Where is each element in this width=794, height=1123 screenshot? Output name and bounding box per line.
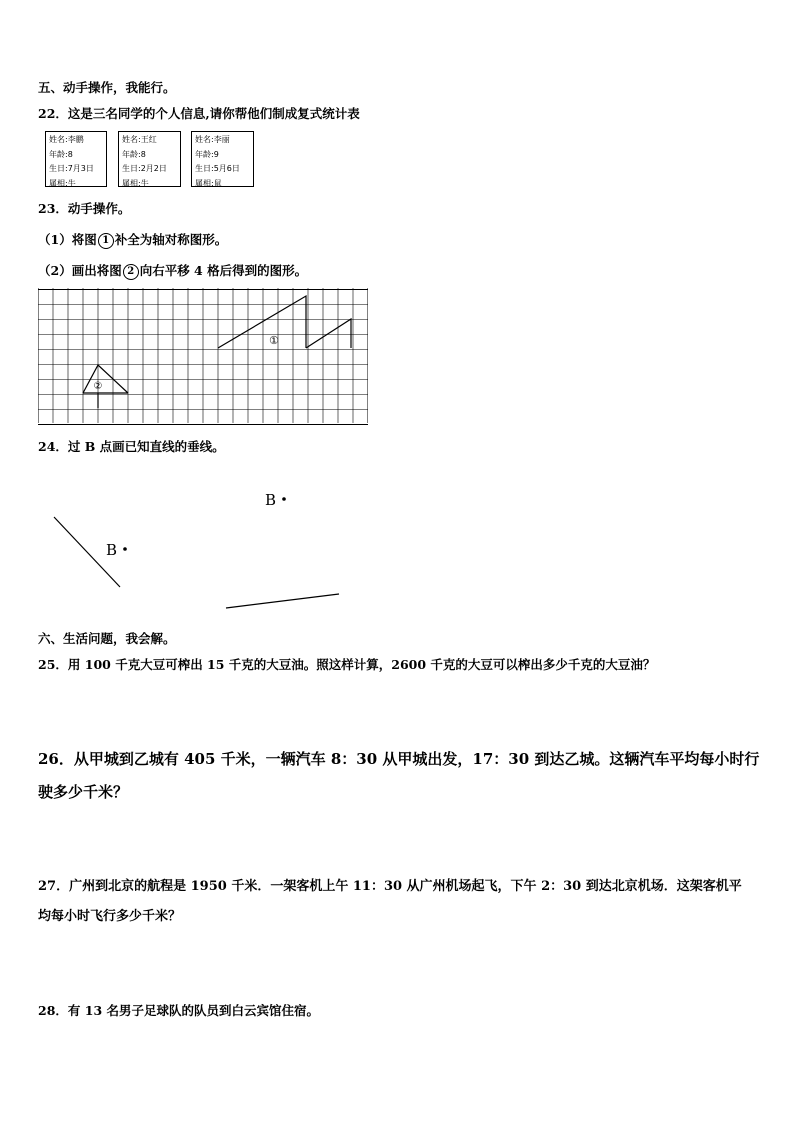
question-23-title: 23．动手操作。 [38, 201, 131, 216]
part-1-suffix: 补全为轴对称图形。 [114, 232, 228, 247]
card-name: 姓名:王红 [122, 135, 157, 144]
given-line-bottom [226, 594, 339, 608]
card-age: 年龄:9 [195, 149, 219, 159]
perpendicular-figure [0, 470, 794, 620]
figure-1-label: ① [269, 334, 279, 347]
question-28-text: 28．有 13 名男子足球队的队员到白云宾馆住宿。 [38, 1003, 319, 1018]
card-name: 姓名:李丽 [195, 135, 230, 144]
figure-1-small-triangle [306, 319, 351, 348]
part-1-prefix: （1）将图 [38, 232, 97, 247]
question-27-line-1: 27．广州到北京的航程是 1950 千米．一架客机上午 11：30 从广州机场起飞，下午 2：30 到达北京机场．这架客机平 [38, 879, 742, 894]
point-b-dot-top [282, 497, 286, 501]
card-zodiac: 属相:牛 [122, 178, 149, 188]
card-zodiac: 属相:鼠 [195, 178, 222, 188]
card-zodiac: 属相:牛 [49, 178, 76, 188]
figure-1-marker: 1 [98, 233, 114, 249]
info-card-1 [45, 131, 107, 187]
point-b-label-left: B [106, 541, 118, 559]
card-age: 年龄:8 [122, 149, 146, 159]
card-birthday: 生日:2月2日 [122, 164, 167, 173]
question-26-line-1: 26．从甲城到乙城有 405 千米，一辆汽车 8：30 从甲城出发，17：30 到达乙城。这辆汽车平均每小时行 [38, 750, 760, 768]
card-birthday: 生日:5月6日 [195, 164, 240, 173]
question-23-part-1 [38, 230, 227, 249]
question-26-line-2: 驶多少千米？ [38, 783, 129, 801]
part-2-prefix: （2）画出将图 [38, 263, 122, 278]
point-b-dot-left [123, 547, 127, 551]
point-b-label-top: B [265, 491, 277, 509]
question-23-part-2 [38, 261, 307, 280]
grid-figure [38, 288, 368, 426]
card-age: 年龄:8 [49, 149, 73, 159]
section-6-title: 六、生活问题，我会解。 [38, 631, 176, 646]
figure-2-label: ② [93, 381, 103, 392]
figure-2-marker: 2 [123, 264, 139, 280]
question-22-text: 22．这是三名同学的个人信息,请你帮他们制成复式统计表 [38, 106, 360, 121]
question-25-text: 25．用 100 千克大豆可榨出 15 千克的大豆油。照这样计算，2600 千克的大豆可以榨出多少千克的大豆油？ [38, 657, 656, 672]
grid-lines [38, 288, 368, 425]
question-27-line-2: 均每小时飞行多少千米？ [38, 909, 182, 924]
section-5-title: 五、动手操作，我能行。 [38, 80, 176, 95]
info-card-2 [118, 131, 181, 187]
card-name: 姓名:李鹏 [49, 135, 84, 144]
question-24-text: 24．过 B 点画已知直线的垂线。 [38, 439, 225, 454]
figure-2-triangle [83, 365, 128, 393]
part-2-suffix: 向右平移 4 格后得到的图形。 [139, 263, 308, 278]
card-birthday: 生日:7月3日 [49, 164, 94, 173]
info-card-3 [191, 131, 254, 187]
